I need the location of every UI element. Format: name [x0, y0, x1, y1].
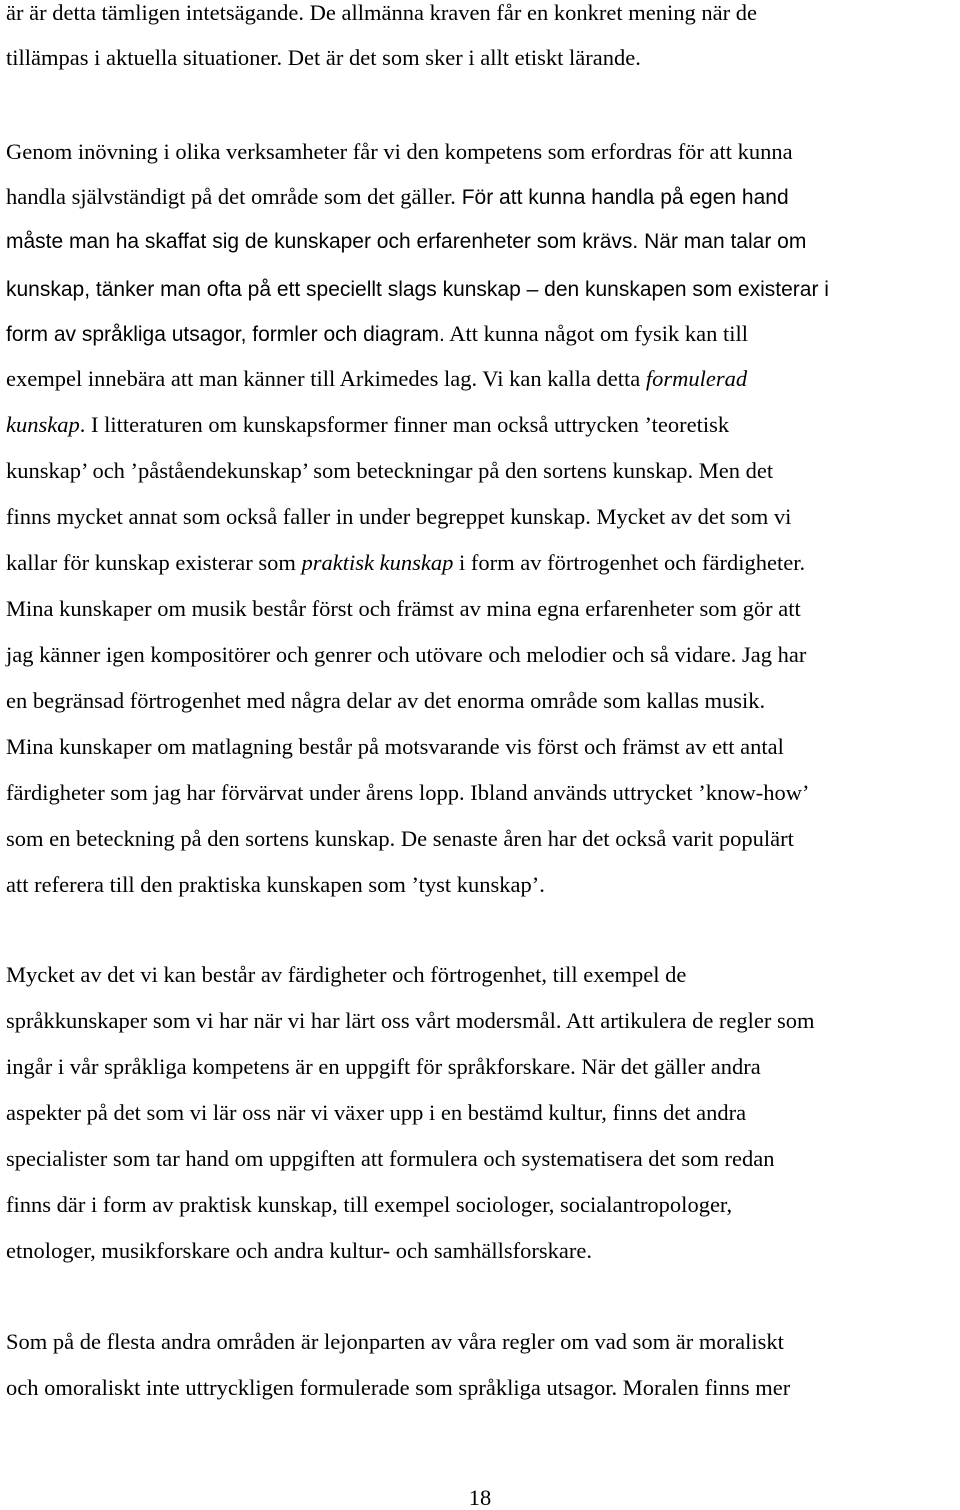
text-run: kallar för kunskap existerar som [6, 550, 302, 575]
paragraph-3-line-3: ingår i vår språkliga kompetens är en uppgift för språkforskare. När det gäller andra [6, 1054, 761, 1079]
paragraph-3-line-5: specialister som tar hand om uppgiften att formulera och systematisera det som redan [6, 1146, 775, 1171]
text-run: För att kunna handla på egen hand [455, 186, 789, 209]
text-run: Ibland används uttrycket ’know-how’ [464, 780, 810, 805]
paragraph-1-line-1: är är detta tämligen intetsägande. De allmänna kraven får en konkret mening när de [6, 0, 757, 25]
paragraph-2-line-10 [6, 552, 805, 575]
paragraph-2-line-11: Mina kunskaper om musik består först och främst av mina egna erfarenheter som gör att [6, 596, 801, 621]
paragraph-1-line-2: tillämpas i aktuella situationer. Det är det som sker i allt etiskt lärande. [6, 45, 641, 70]
paragraph-2-line-2 [6, 186, 789, 209]
text-run: Att kunna något om fysik kan till [444, 321, 748, 346]
text-run: måste man ha skaffat sig de kunskaper och erfarenheter som krävs. [6, 230, 639, 253]
text-run: i form av förtrogenhet och färdigheter. [453, 550, 806, 575]
paragraph-2-line-7 [6, 414, 729, 437]
paragraph-4-line-2: och omoraliskt inte uttryckligen formulerade som språkliga utsagor. Moralen finns mer [6, 1375, 791, 1400]
paragraph-3-line-1: Mycket av det vi kan består av färdigheter och förtrogenhet, till exempel de [6, 962, 687, 987]
text-run: När man talar om [638, 230, 807, 253]
paragraph-4-line-1: Som på de flesta andra områden är lejonparten av våra regler om vad som är moraliskt [6, 1329, 784, 1354]
paragraph-2-line-6 [6, 368, 747, 391]
text-run: Men det [693, 458, 774, 483]
paragraph-3-line-2: språkkunskaper som vi har när vi har lärt oss vårt modersmål. Att artikulera de regler som [6, 1008, 815, 1033]
text-run: jag känner igen kompositörer och genrer och utövare och melodier och så vidare. [6, 642, 737, 667]
paragraph-2-line-3 [6, 231, 806, 252]
paragraph-2-line-15 [6, 782, 809, 805]
text-run: Vi kan kalla detta [477, 366, 646, 391]
text-run: Mycket av det som vi [590, 504, 792, 529]
paragraph-2-line-17: att referera till den praktiska kunskapen som ’tyst kunskap’. [6, 872, 545, 897]
text-run: De senaste åren har det också varit populärt [395, 826, 794, 851]
paragraph-2-line-5 [6, 323, 748, 346]
emphasis-kunskap: kunskap [6, 412, 80, 437]
paragraph-2-line-4: kunskap, tänker man ofta på ett speciellt slags kunskap – den kunskapen som existerar i [6, 278, 829, 301]
paragraph-2-line-12 [6, 644, 806, 667]
text-run: handla självständigt på det område som det gäller. [6, 184, 456, 209]
emphasis-formulerad: formulerad [645, 366, 748, 391]
paragraph-2-line-8 [6, 460, 773, 483]
paragraph-3-line-6: finns där i form av praktisk kunskap, till exempel sociologer, socialantropologer, [6, 1192, 733, 1217]
text-run: färdigheter som jag har förvärvat under årens lopp. [6, 780, 465, 805]
text-run: Jag har [736, 642, 807, 667]
paragraph-2-line-13: en begränsad förtrogenhet med några delar av det enorma område som kallas musik. [6, 688, 766, 713]
paragraph-2-line-14: Mina kunskaper om matlagning består på motsvarande vis först och främst av ett antal [6, 734, 784, 759]
paragraph-3-line-4: aspekter på det som vi lär oss när vi växer upp i en bestämd kultur, finns det andra [6, 1100, 747, 1125]
text-run: som en beteckning på den sortens kunskap. [6, 826, 396, 851]
page-number: 18 [468, 1485, 492, 1510]
paragraph-3-line-7: etnologer, musikforskare och andra kultur- och samhällsforskare. [6, 1238, 592, 1263]
text-run: form av språkliga utsagor, formler och diagram. [6, 323, 445, 346]
text-run: . I litteraturen om kunskapsformer finner man också uttrycken ’teoretisk [79, 412, 730, 437]
text-run: exempel innebära att man känner till Arkimedes lag. [6, 366, 478, 391]
paragraph-2-line-1: Genom inövning i olika verksamheter får vi den kompetens som erfordras för att kunna [6, 139, 793, 164]
paragraph-2-line-16 [6, 828, 794, 851]
text-run: finns mycket annat som också faller in under begreppet kunskap. [6, 504, 591, 529]
emphasis-praktisk-kunskap: praktisk kunskap [301, 550, 454, 575]
text-run: kunskap’ och ’påståendekunskap’ som beteckningar på den sortens kunskap. [6, 458, 694, 483]
paragraph-2-line-9 [6, 506, 791, 529]
